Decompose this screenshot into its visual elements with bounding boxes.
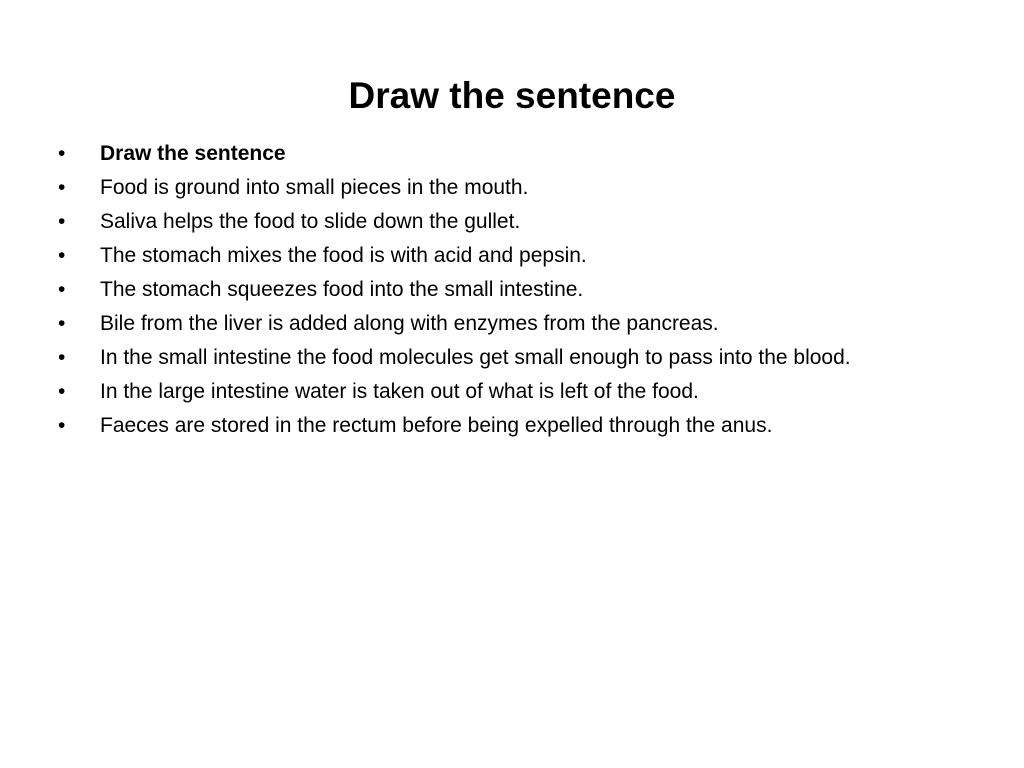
bullet-icon: • [58, 176, 66, 199]
bullet-text: The stomach mixes the food is with acid and pepsin. [100, 244, 587, 267]
bullet-text: Faeces are stored in the rectum before being expelled through the anus. [100, 414, 773, 437]
bullet-item [58, 142, 978, 166]
bullet-text: Saliva helps the food to slide down the gullet. [100, 210, 521, 233]
bullet-text: In the large intestine water is taken out of what is left of the food. [100, 380, 699, 403]
bullet-item [58, 346, 978, 370]
bullet-text: In the small intestine the food molecules get small enough to pass into the blood. [100, 346, 851, 369]
bullet-icon: • [58, 312, 66, 335]
bullet-icon: • [58, 210, 66, 233]
bullet-item [58, 244, 978, 268]
bullet-list [58, 142, 978, 448]
bullet-icon: • [58, 414, 66, 437]
bullet-icon: • [58, 244, 66, 267]
bullet-item [58, 278, 978, 302]
bullet-icon: • [58, 380, 66, 403]
bullet-item [58, 176, 978, 200]
bullet-text: Bile from the liver is added along with enzymes from the pancreas. [100, 312, 719, 335]
slide-title: Draw the sentence [348, 75, 676, 116]
bullet-icon: • [58, 142, 66, 165]
bullet-item [58, 210, 978, 234]
bullet-item [58, 380, 978, 404]
bullet-item [58, 312, 978, 336]
bullet-text: Draw the sentence [100, 142, 286, 165]
bullet-item [58, 414, 978, 438]
bullet-text: Food is ground into small pieces in the mouth. [100, 176, 529, 199]
bullet-text: The stomach squeezes food into the small intestine. [100, 278, 584, 301]
bullet-icon: • [58, 346, 66, 369]
bullet-icon: • [58, 278, 66, 301]
